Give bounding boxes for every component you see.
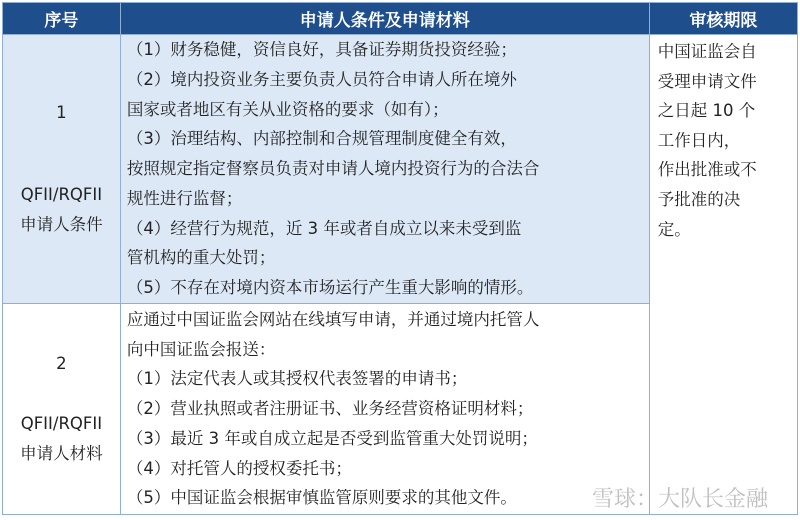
deadline-line: 受理申请文件	[657, 71, 757, 91]
deadline-cell	[649, 35, 797, 515]
row-type: 申请人材料	[20, 444, 103, 463]
condition-line: （1）财务稳健，资信良好，具备证券期货投资经验；	[126, 40, 517, 60]
row-type: QFII/RQFII	[20, 414, 103, 433]
watermark: 雪球：大队长金融	[592, 487, 769, 512]
deadline-line: 定。	[657, 219, 691, 239]
deadline-line: 中国证监会自	[657, 42, 757, 61]
condition-line: （5）不存在对境内资本市场运行产生重大影响的情形。	[126, 277, 534, 297]
condition-line: 按照规定指定督察员负责对申请人境内投资行为的合法合	[126, 159, 540, 179]
deadline-line: 工作日内，	[657, 130, 741, 150]
material-line: （2）营业执照或者注册证书、业务经营资格证明材料；	[126, 399, 534, 419]
conditions-cell	[120, 35, 649, 304]
material-line: （4）对托管人的授权委托书；	[126, 458, 352, 478]
condition-line: （3）治理结构、内部控制和合规管理制度健全有效，	[126, 129, 517, 149]
row-type: 申请人条件	[20, 215, 103, 234]
deadline-line: 之日起 10 个	[657, 101, 756, 121]
row-number: 2	[56, 354, 67, 373]
deadline-line: 作出批准或不	[657, 160, 757, 180]
application-table	[2, 2, 798, 515]
header-deadline: 审核期限	[649, 3, 797, 35]
condition-line: （4）经营行为规范，近 3 年或者自成立以来未受到监	[126, 218, 522, 238]
deadline-line: 予批准的决	[657, 189, 741, 209]
row-number: 1	[56, 103, 67, 122]
condition-line: 国家或者地区有关从业资格的要求（如有）；	[126, 99, 449, 119]
row-number-cell	[3, 35, 121, 304]
material-line: 应通过中国证监会网站在线填写申请，并通过境内托管人	[126, 310, 540, 330]
table-header	[3, 3, 798, 35]
material-line: （3）最近 3 年或自成立起是否受到监管重大处罚说明；	[126, 428, 538, 448]
table-row	[3, 35, 798, 304]
materials-cell	[120, 304, 649, 515]
material-line: （1）法定代表人或其授权代表签署的申请书；	[126, 369, 468, 389]
condition-line: 规性进行监督；	[126, 188, 243, 208]
row-number-cell	[3, 304, 121, 515]
material-line: 向中国证监会报送：	[126, 339, 276, 359]
condition-line: 管机构的重大处罚；	[126, 248, 276, 268]
header-no: 序号	[3, 3, 121, 35]
condition-line: （2）境内投资业务主要负责人员符合申请人所在境外	[126, 70, 517, 90]
row-type: QFII/RQFII	[20, 185, 103, 204]
material-line: （5）中国证监会根据审慎监管原则要求的其他文件。	[126, 488, 517, 508]
header-conditions: 申请人条件及申请材料	[120, 3, 649, 35]
